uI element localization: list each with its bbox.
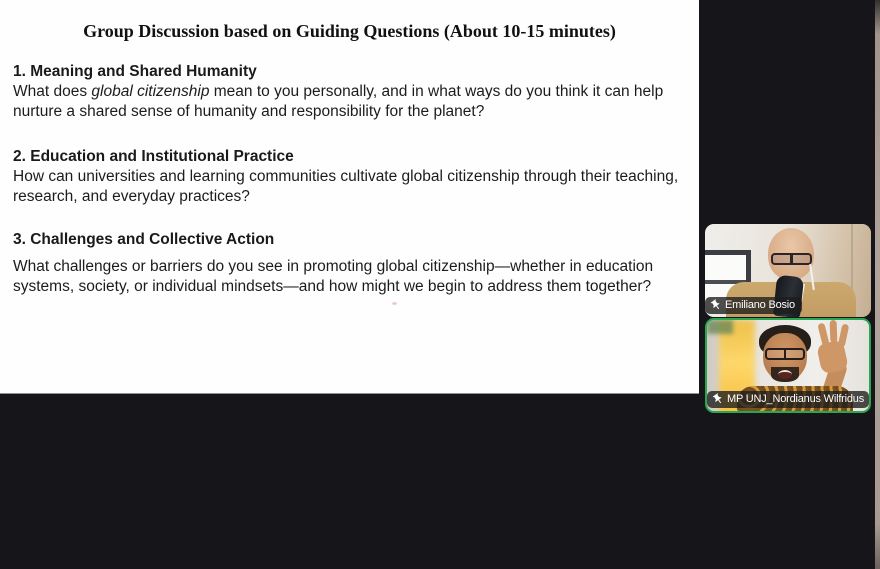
participant-name: MP UNJ_Nordianus Wilfridus [727, 393, 865, 405]
name-tag-emiliano-bosio [705, 297, 802, 314]
section-3-heading: 3. Challenges and Collective Action [13, 231, 275, 248]
slide-section-1 [0, 62, 699, 121]
plant-shape [707, 320, 733, 334]
stray-mark [392, 302, 397, 305]
pin-icon [710, 391, 727, 408]
person-mouth-shape [778, 370, 792, 379]
slide-section-3 [0, 230, 699, 296]
person-glasses-shape [771, 253, 812, 265]
section-2-heading: 2. Education and Institutional Practice [13, 148, 294, 165]
section-2-body: How can universities and learning communities cultivate global citizenship through their teaching, research, and everyday practices? [13, 168, 679, 205]
slide-title: Group Discussion based on Guiding Questions (About 10-15 minutes) [83, 21, 616, 41]
italic-phrase: global citizenship [91, 83, 210, 100]
pin-icon [708, 297, 725, 314]
section-3-body: What challenges or barriers do you see in promoting global citizenship—whether in education systems, society, or individual mindsets—and how might we begin to address them together? [13, 258, 654, 295]
section-1-body: What does global citizenship mean to you personally, and in what ways do you think it can help nurture a shared sense of humanity and responsibility for the planet? [13, 83, 664, 120]
video-tile-emiliano-bosio[interactable] [705, 224, 871, 317]
person-finger-shape [830, 320, 838, 343]
participant-name: Emiliano Bosio [725, 299, 795, 311]
name-tag-nordianus-wilfridus [707, 391, 869, 408]
slide-section-2 [0, 147, 699, 206]
section-1-heading: 1. Meaning and Shared Humanity [13, 63, 257, 80]
person-glasses-shape [765, 348, 805, 360]
video-tile-nordianus-wilfridus[interactable] [705, 318, 871, 413]
background-window-sliver [875, 0, 880, 569]
